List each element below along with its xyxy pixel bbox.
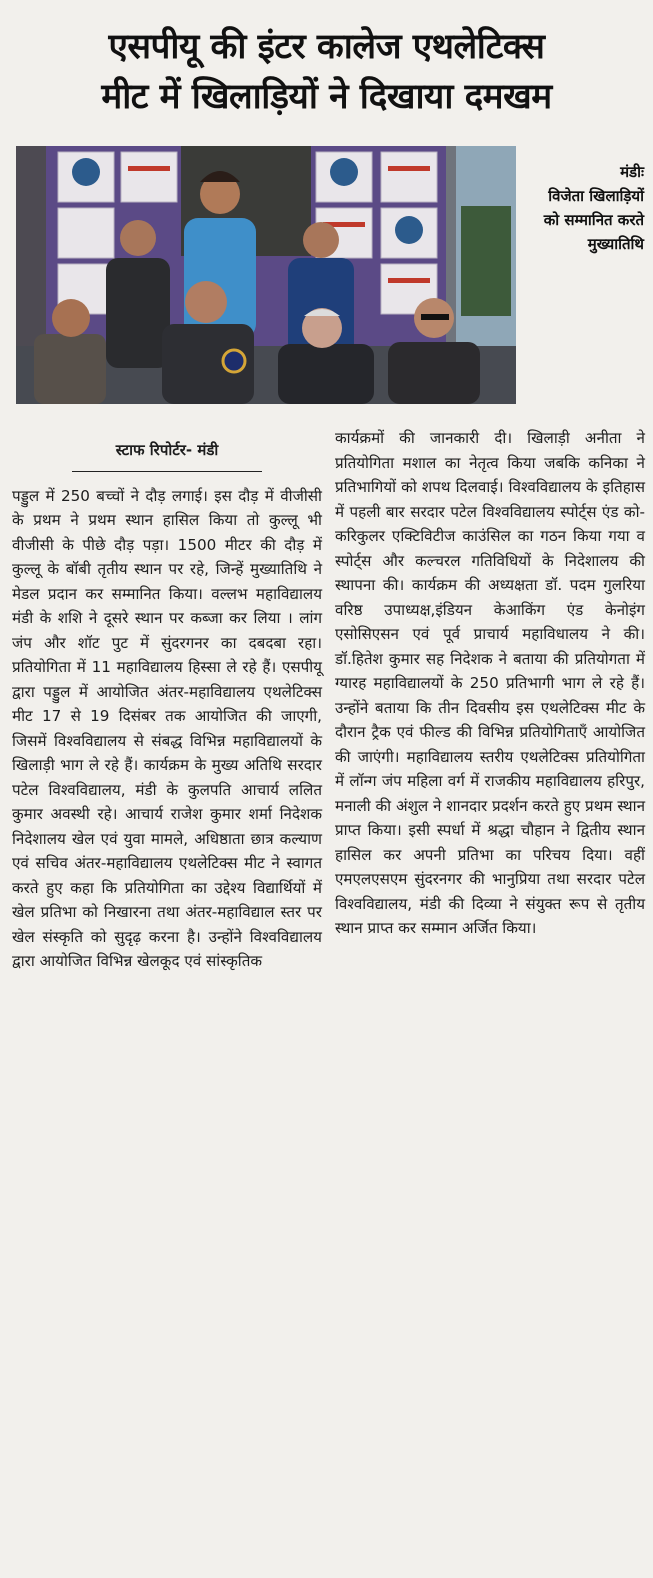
article-text-right: कार्यक्रमों की जानकारी दी। खिलाड़ी अनीता ने प्रतियोगिता मशाल का नेतृत्व किया जबकि कनिका ने प्रतिभागियों को शपथ दिलवाई। विश्वविद्यालय के इतिहास में पहली बार सरदार पटेल विश्वविद्यालय स्पोर्ट्स एंड को-करिकुलर एक्टिविटीज काउंसिल का गठन किया गया व स्पोर्ट्स और कल्चरल गतिविधियों के निदेशालय की स्थापना की। कार्यक्रम की अध्यक्षता डॉ. पदम गुलरिया वरिष्ठ उपाध्यक्ष,इंडियन केआकिंग एंड केनोइंग एसोसिएसन एवं पूर्व प्राचार्य महाविधालय ने की। डॉ.हितेश कुमार सह निदेशक ने बताया की प्रतियोगता में ग्यारह महाविद्यालयों के 250 प्रतिभागी भाग ले रहे हैं। उन्होंने बताया कि तीन दिवसीय इस एथलेटिक्स मीट के दौरान ट्रैक एवं फील्ड की विभिन्न प्रतियोगिताएँ आयोजित की जाएंगी। महाविद्यालय स्तरीय एथलेटिक्स प्रतियोगिता में लॉन्ग जंप महिला वर्ग में राजकीय महाविद्यालय हरिपुर, मनाली की अंशुल ने शानदार प्रदर्शन करते हुए प्रथम स्थान प्राप्त किया। इसी स्पर्धा में श्रद्धा चौहान ने द्वितीय स्थान हासिल कर अपनी प्रतिभा का परिचय दिया। वहीं एमएलएसएम सुंदरनगर की भानुप्रिया तथा सरदार पटेल विश्वविद्यालय, मंडी की दिव्या ने संयुक्त रूप से तृतीय स्थान प्राप्त कर सम्मान अर्जित किया। — [335, 429, 645, 937]
headline-line-2: मीट में खिलाड़ियों ने दिखाया दमखम — [101, 77, 552, 117]
caption-text: विजेता खिलाड़ियों को सम्मानित करते मुख्यातिथि — [543, 187, 644, 253]
article-body — [12, 426, 645, 1574]
caption-place: मंडीः — [620, 163, 644, 181]
article-text-left: पड्डुल में 250 बच्चों ने दौड़ लगाई। इस दौड़ में वीजीसी के प्रथम ने प्रथम स्थान हासिल किया तो कुल्लू भी वीजीसी के पीछे दौड़ पड़ा। 1500 मीटर की दौड़ में कुल्लू के बॉबी तृतीय स्थान पर रहे, जिन्हें मुख्यातिथि ने मेडल प्रदान कर सम्मानित किया। वल्लभ महाविद्यालय मंडी के शशि ने दूसरे स्थान पर कब्जा कर लिया । लांग जंप और शॉट पुट में सुंदरगनर का दबदबा रहा। प्रतियोगिता में 11 महाविद्यालय हिस्सा ले रहे हैं। एसपीयू द्वारा पड्डुल में आयोजित अंतर-महाविद्यालय एथलेटिक्स मीट 17 से 19 दिसंबर तक आयोजित की जाएगी, जिसमें विश्वविद्यालय से संबद्ध विभिन्न महाविद्यालयों के खिलाड़ी भाग ले रहे हैं। कार्यक्रम के मुख्य अतिथि सरदार पटेल विश्वविद्यालय, मंडी के कुलपति आचार्य ललित कुमार अवस्थी रहे। आचार्य राजेश कुमार शर्मा निदेशक निदेशालय खेल एवं युवा मामले, अधिष्ठाता छात्र कल्याण एवं सचिव अंतर-महाविद्यालय एथलेटिक्स मीट ने स्वागत करते हुए कहा कि प्रतियोगिता का उद्देश्य विद्यार्थियों में खेल प्रतिभा को निखारना तथा अंतर-महाविद्याल स्तर पर खेल संस्कृति को सुदृढ़ करना है। उन्होंने विश्वविद्यालय द्वारा आयोजित विभिन्न खेलकूद एवं सांस्कृतिक — [12, 486, 322, 970]
ceremony-photo-illustration — [16, 146, 516, 404]
article-column-left — [12, 426, 322, 1574]
photo-caption — [528, 160, 644, 256]
news-photo — [16, 146, 516, 404]
byline: स्टाफ रिपोर्टर- मंडी — [72, 426, 262, 472]
headline-line-1: एसपीयू की इंटर कालेज एथलेटिक्स — [108, 27, 545, 67]
headline — [14, 22, 639, 122]
article-column-right — [335, 426, 645, 1574]
